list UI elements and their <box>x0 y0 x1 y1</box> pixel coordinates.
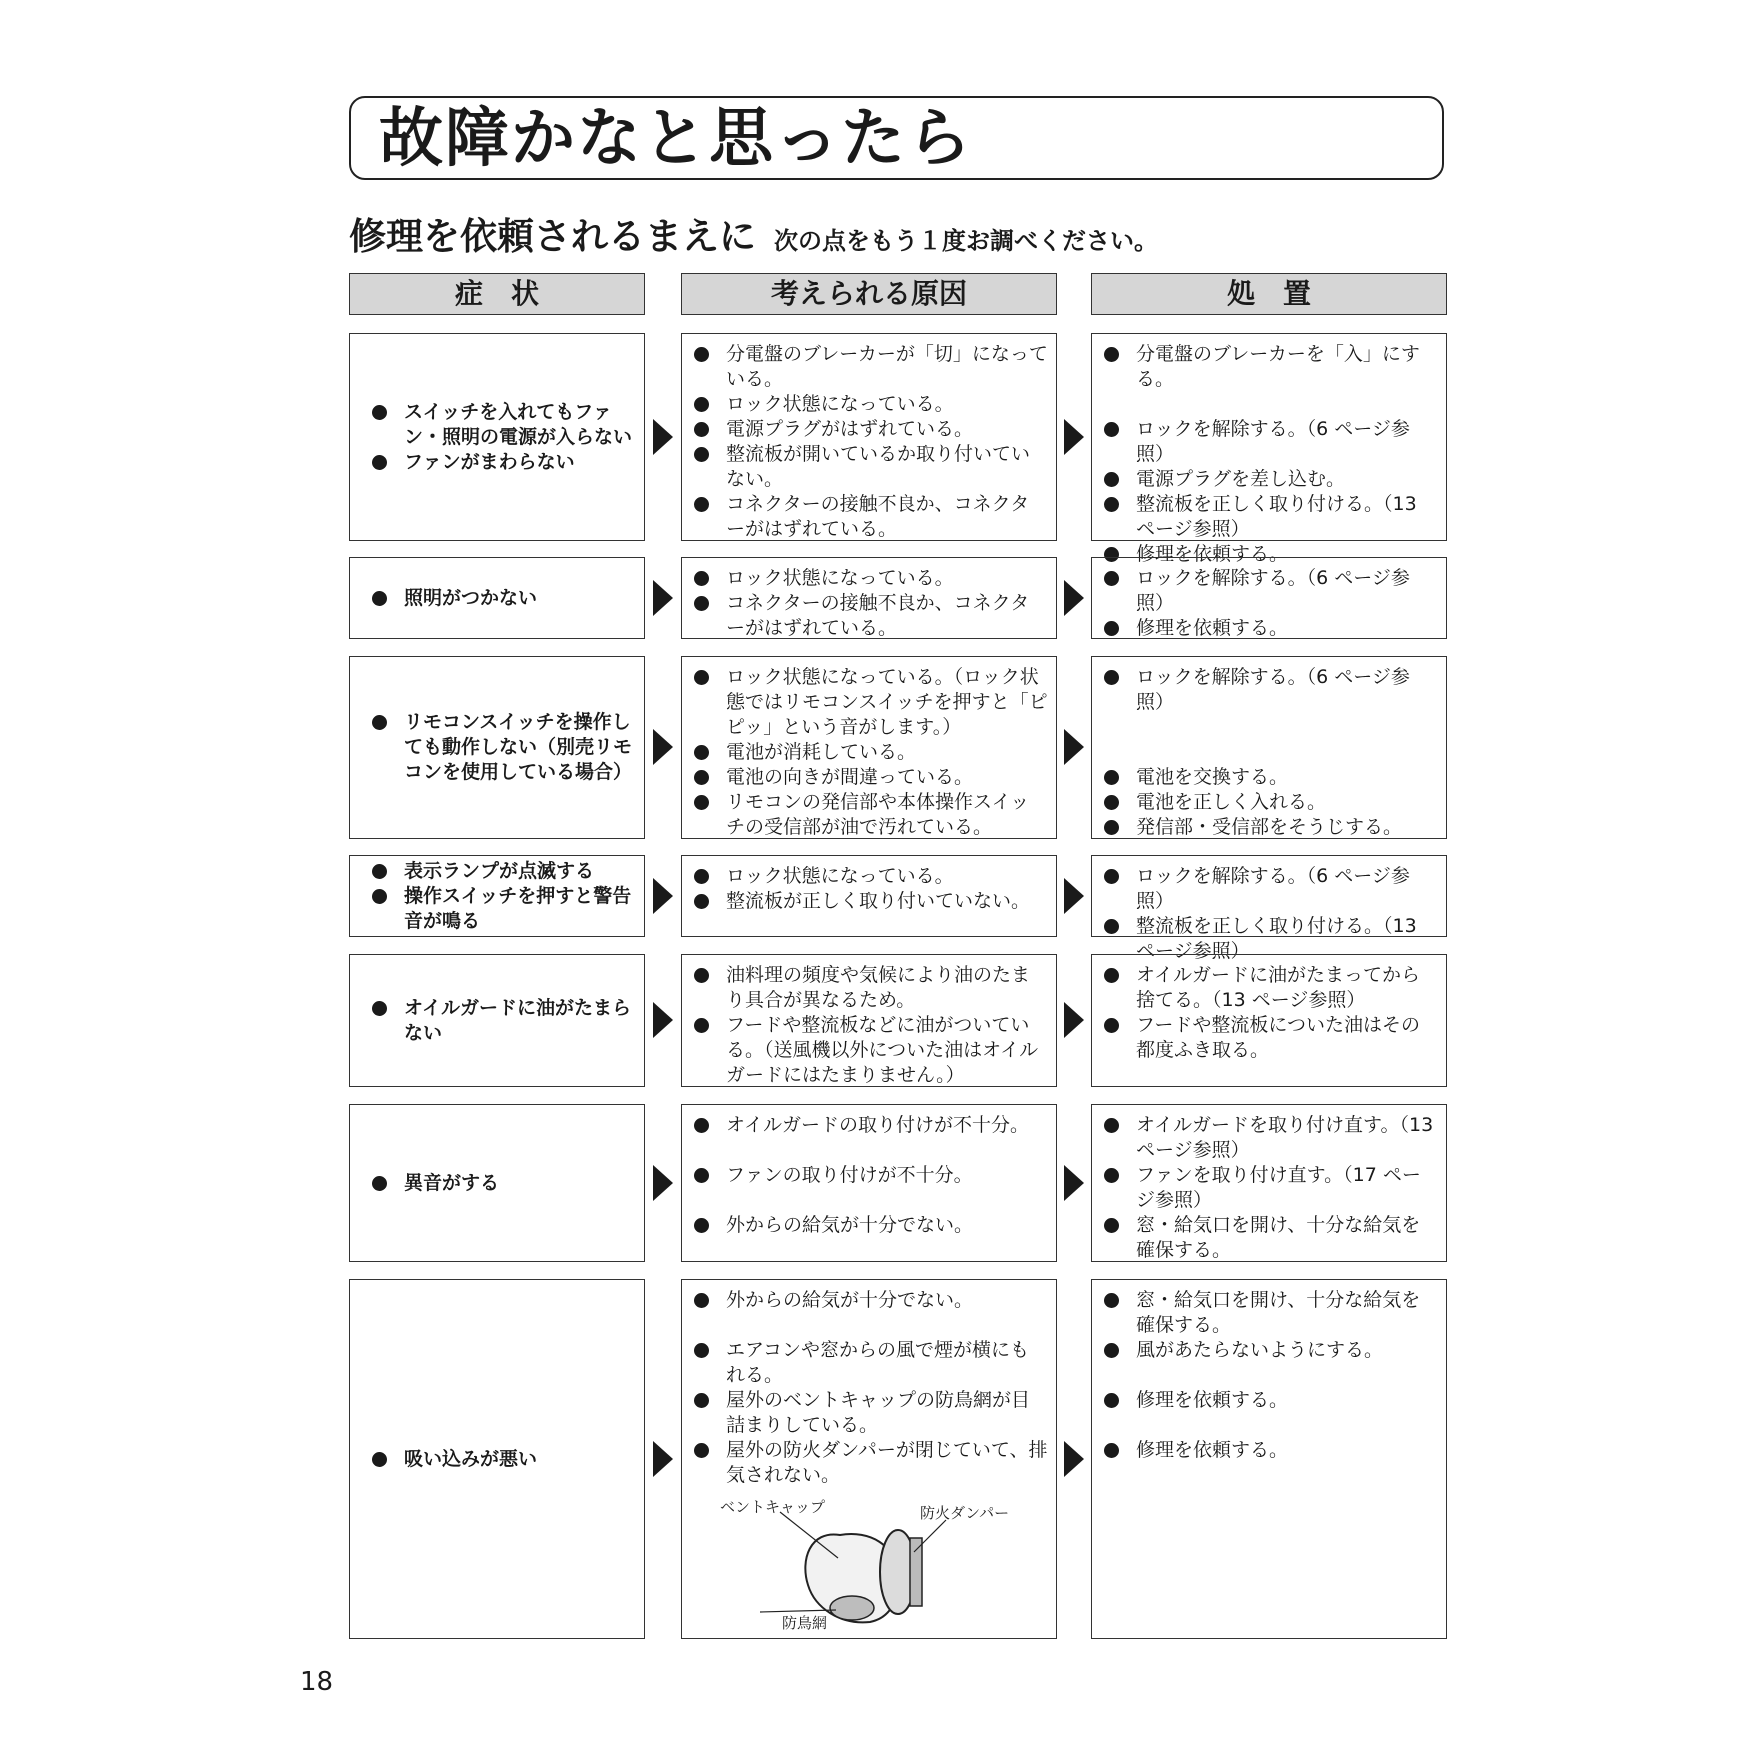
list-item: コネクターの接触不良か、コネクターがはずれている。 <box>684 591 1048 641</box>
remedy-list <box>1094 864 1438 964</box>
list-item: ファンを取り付け直す。（17 ページ参照） <box>1094 1163 1438 1213</box>
arrow-icon <box>653 419 673 455</box>
diagram-label-fire-damper: 防火ダンパー <box>920 1504 1010 1522</box>
list-item: ファンの取り付けが不十分。 <box>684 1163 1048 1188</box>
cause-list <box>684 963 1048 1088</box>
cause-cell <box>681 557 1057 639</box>
cause-list <box>684 566 1048 641</box>
list-item: 修理を依頼する。 <box>1094 1388 1438 1413</box>
list-item: ロック状態になっている。 <box>684 566 1048 591</box>
list-item: 外からの給気が十分でない。 <box>684 1288 1048 1313</box>
arrow-icon <box>653 1441 673 1477</box>
list-item: ロック状態になっている。 <box>684 392 1048 417</box>
symptom-list <box>362 996 634 1046</box>
leader-line <box>914 1520 946 1552</box>
list-item: 修理を依頼する。 <box>1094 542 1438 567</box>
list-item: 操作スイッチを押すと警告音が鳴る <box>362 884 634 934</box>
list-item: ロックを解除する。（6 ページ参照） <box>1094 864 1438 914</box>
remedy-cell <box>1091 1279 1447 1639</box>
cause-cell <box>681 1104 1057 1262</box>
list-item: 外からの給気が十分でない。 <box>684 1213 1048 1238</box>
list-item: リモコンスイッチを操作しても動作しない（別売リモコンを使用している場合） <box>362 710 634 785</box>
remedy-cell <box>1091 333 1447 565</box>
header-cause: 考えられる原因 <box>681 273 1057 315</box>
cause-list <box>684 342 1048 542</box>
list-item: ロック状態になっている。（ロック状態ではリモコンスイッチを押すと「ピピッ」という音がします。） <box>684 665 1048 740</box>
list-item: 表示ランプが点滅する <box>362 859 634 884</box>
symptom-list <box>362 1447 537 1472</box>
symptom-list <box>362 1171 499 1196</box>
diagram-label-vent-cap: ベントキャップ <box>720 1498 826 1516</box>
page-number: 18 <box>300 1667 334 1697</box>
list-item: 屋外の防火ダンパーが閉じていて、排気されない。 <box>684 1438 1048 1488</box>
remedy-cell <box>1091 954 1447 1087</box>
cause-cell <box>681 954 1057 1087</box>
vent-cap-diagram <box>720 1490 1040 1630</box>
remedy-list <box>1094 566 1438 641</box>
arrow-icon <box>1064 1002 1084 1038</box>
cause-cell <box>681 855 1057 937</box>
list-item: 異音がする <box>362 1171 499 1196</box>
remedy-list <box>1094 665 1438 840</box>
symptom-list <box>362 710 634 785</box>
list-item: ロック状態になっている。 <box>684 864 1048 889</box>
list-item: 照明がつかない <box>362 586 537 611</box>
arrow-icon <box>1064 419 1084 455</box>
list-item: フードや整流板についた油はその都度ふき取る。 <box>1094 1013 1438 1063</box>
title-box <box>349 96 1444 180</box>
remedy-list <box>1094 1113 1438 1263</box>
remedy-cell <box>1091 1104 1447 1262</box>
list-item: 分電盤のブレーカーを「入」にする。 <box>1094 342 1438 392</box>
list-item: 電池の向きが間違っている。 <box>684 765 1048 790</box>
arrow-icon <box>653 729 673 765</box>
cause-list <box>684 665 1048 840</box>
list-item: オイルガードの取り付けが不十分。 <box>684 1113 1048 1138</box>
arrow-icon <box>653 878 673 914</box>
list-item: 整流板が開いているか取り付いていない。 <box>684 442 1048 492</box>
list-item: 油料理の頻度や気候により油のたまり具合が異なるため。 <box>684 963 1048 1013</box>
arrow-icon <box>1064 580 1084 616</box>
arrow-icon <box>1064 1165 1084 1201</box>
list-item: 屋外のベントキャップの防鳥網が目詰まりしている。 <box>684 1388 1048 1438</box>
list-item: ロックを解除する。（6 ページ参照） <box>1094 566 1438 616</box>
duct-flange <box>910 1538 922 1606</box>
cause-cell <box>681 333 1057 541</box>
list-item: 分電盤のブレーカーが「切」になっている。 <box>684 342 1048 392</box>
list-item: コネクターの接触不良か、コネクターがはずれている。 <box>684 492 1048 542</box>
bird-net-icon <box>830 1596 874 1620</box>
cause-list <box>684 1288 1048 1488</box>
symptom-list <box>362 859 634 934</box>
header-remedy: 処 置 <box>1091 273 1447 315</box>
list-item: オイルガードに油がたまってから捨てる。（13 ページ参照） <box>1094 963 1438 1013</box>
subtitle <box>349 206 1158 260</box>
remedy-cell <box>1091 855 1447 962</box>
list-item: 整流板が正しく取り付いていない。 <box>684 889 1048 914</box>
arrow-icon <box>653 1002 673 1038</box>
list-item: オイルガードに油がたまらない <box>362 996 634 1046</box>
cause-list <box>684 1113 1048 1238</box>
diagram-label-bird-net: 防鳥網 <box>782 1614 828 1630</box>
list-item: リモコンの発信部や本体操作スイッチの受信部が油で汚れている。 <box>684 790 1048 840</box>
leader-line <box>760 1610 836 1612</box>
remedy-cell <box>1091 656 1447 839</box>
subtitle-sub: 次の点をもう１度お調べください。 <box>774 227 1158 255</box>
list-item: スイッチを入れてもファン・照明の電源が入らない <box>362 400 634 450</box>
page-title: 故障かなと思ったら <box>379 102 973 176</box>
list-item: エアコンや窓からの風で煙が横にもれる。 <box>684 1338 1048 1388</box>
list-item: 電池を正しく入れる。 <box>1094 790 1438 815</box>
symptom-cell <box>349 557 645 639</box>
subtitle-main: 修理を依頼されるまえに <box>349 215 756 258</box>
header-symptom: 症 状 <box>349 273 645 315</box>
symptom-cell <box>349 1104 645 1262</box>
list-item: 電池が消耗している。 <box>684 740 1048 765</box>
remedy-list <box>1094 1288 1438 1463</box>
arrow-icon <box>653 580 673 616</box>
symptom-cell <box>349 855 645 937</box>
list-item: 風があたらないようにする。 <box>1094 1338 1438 1363</box>
list-item: 電池を交換する。 <box>1094 765 1438 790</box>
symptom-cell <box>349 1279 645 1639</box>
cause-list <box>684 864 1048 914</box>
list-item: 電源プラグがはずれている。 <box>684 417 1048 442</box>
list-item: 発信部・受信部をそうじする。 <box>1094 815 1438 840</box>
list-item: 窓・給気口を開け、十分な給気を確保する。 <box>1094 1213 1438 1263</box>
remedy-list <box>1094 342 1438 567</box>
list-item: ファンがまわらない <box>362 450 634 475</box>
list-item: 修理を依頼する。 <box>1094 1438 1438 1463</box>
cause-cell <box>681 656 1057 839</box>
remedy-cell <box>1091 557 1447 639</box>
symptom-cell <box>349 333 645 541</box>
symptom-list <box>362 586 537 611</box>
list-item: ロックを解除する。（6 ページ参照） <box>1094 417 1438 467</box>
list-item: 窓・給気口を開け、十分な給気を確保する。 <box>1094 1288 1438 1338</box>
list-item: 修理を依頼する。 <box>1094 616 1438 641</box>
arrow-icon <box>1064 1441 1084 1477</box>
arrow-icon <box>1064 878 1084 914</box>
symptom-list <box>362 400 634 475</box>
list-item: 吸い込みが悪い <box>362 1447 537 1472</box>
list-item: 電源プラグを差し込む。 <box>1094 467 1438 492</box>
list-item: オイルガードを取り付け直す。（13 ページ参照） <box>1094 1113 1438 1163</box>
list-item: ロックを解除する。（6 ページ参照） <box>1094 665 1438 715</box>
list-item: 整流板を正しく取り付ける。（13 ページ参照） <box>1094 914 1438 964</box>
list-item: 整流板を正しく取り付ける。（13 ページ参照） <box>1094 492 1438 542</box>
symptom-cell <box>349 656 645 839</box>
arrow-icon <box>1064 729 1084 765</box>
arrow-icon <box>653 1165 673 1201</box>
list-item: フードや整流板などに油がついている。（送風機以外についた油はオイルガードにはたまりません。） <box>684 1013 1048 1088</box>
remedy-list <box>1094 963 1438 1063</box>
symptom-cell <box>349 954 645 1087</box>
